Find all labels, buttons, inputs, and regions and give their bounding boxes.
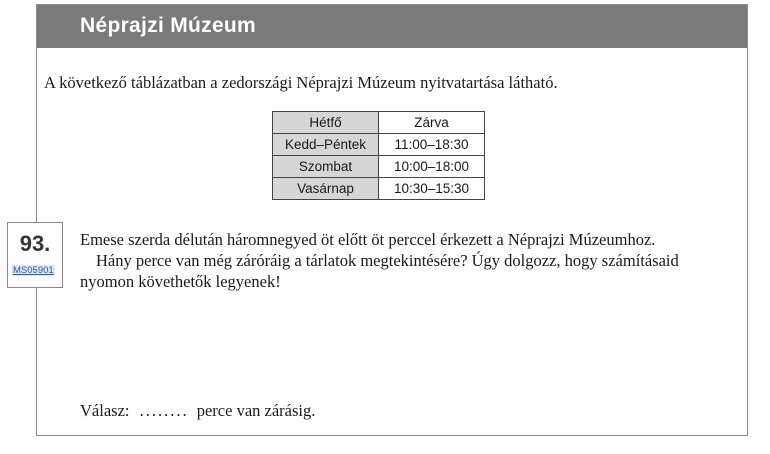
- answer-label: Válasz:: [80, 401, 130, 420]
- table-row: [273, 178, 485, 200]
- question-number-box: [7, 222, 63, 288]
- question-frame: [36, 4, 748, 436]
- question-line-2: Hány perce van még záróráig a tárlatok megtekintésére? Úgy dolgozz, hogy számításaid: [96, 251, 679, 270]
- question-line-1: Emese szerda délután háromnegyed öt előtt öt perccel érkezett a Néprajzi Múzeumhoz.: [80, 230, 656, 249]
- day-cell: Hétfő: [273, 112, 379, 134]
- answer-suffix: perce van zárásig.: [196, 401, 316, 420]
- hours-cell: 10:00–18:00: [379, 156, 485, 178]
- answer-blank[interactable]: ........: [139, 401, 189, 420]
- day-cell: Szombat: [273, 156, 379, 178]
- table-row: [273, 134, 485, 156]
- day-cell: Vasárnap: [273, 178, 379, 200]
- day-cell: Kedd–Péntek: [273, 134, 379, 156]
- title-bar: [37, 5, 747, 48]
- question-number: 93.: [19, 231, 51, 256]
- hours-cell: 11:00–18:30: [379, 134, 485, 156]
- question-code: MS05901: [13, 265, 54, 276]
- hours-cell: Zárva: [379, 112, 485, 134]
- table-row: [273, 156, 485, 178]
- opening-hours-table: [272, 111, 485, 200]
- question-line-3: nyomon követhetők legyenek!: [80, 272, 281, 291]
- table-row: [273, 112, 485, 134]
- page-title: Néprajzi Múzeum: [80, 14, 257, 37]
- intro-text: A következő táblázatban a zedországi Néprajzi Múzeum nyitvatartása látható.: [44, 73, 558, 92]
- answer-line: [80, 401, 315, 421]
- hours-cell: 10:30–15:30: [379, 178, 485, 200]
